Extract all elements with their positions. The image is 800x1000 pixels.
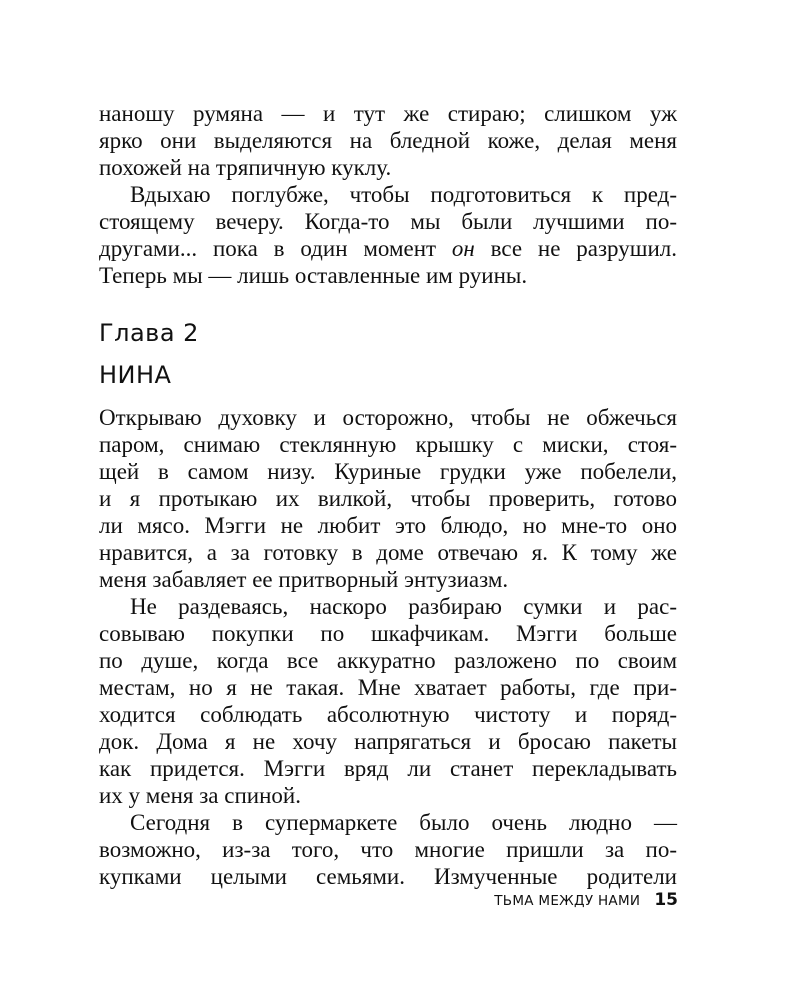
text-line: док. Дома я не хочу напрягаться и бросаю пакеты: [99, 729, 677, 754]
emphasis-text: он: [451, 236, 475, 261]
text-line: по душе, когда все аккуратно разложено по своим: [99, 648, 677, 673]
text-line: похожей на тряпичную куклу.: [99, 155, 392, 180]
narrator-heading: НИНА: [99, 361, 172, 389]
text-line: Открываю духовку и осторожно, чтобы не обжечься: [99, 405, 677, 430]
text-line: местам, но я не такая. Мне хватает работы, где при-: [99, 675, 677, 700]
text-line: Не раздеваясь, наскоро разбираю сумки и рас-: [130, 594, 677, 619]
text-line: нравится, а за готовку в доме отвечаю я. К тому же: [99, 540, 677, 565]
text-line: ли мясо. Мэгги не любит это блюдо, но мне-то оно: [99, 513, 677, 538]
text-line: меня забавляет ее притворный энтузиазм.: [99, 567, 509, 592]
text-line: как придется. Мэгги вряд ли станет перекладывать: [99, 756, 677, 781]
page-number: 15: [654, 890, 678, 910]
text-line: Вдыхаю поглубже, чтобы подготовиться к пред-: [130, 182, 677, 207]
text-line: Сегодня в супермаркете было очень людно —: [130, 810, 677, 835]
page-footer: [494, 890, 678, 914]
running-title: ТЬМА МЕЖДУ НАМИ: [494, 893, 641, 909]
text-fragment: все не разрушил.: [490, 236, 677, 261]
text-line: Теперь мы — лишь оставленные им руины.: [99, 263, 528, 288]
text-line: ходится соблюдать абсолютную чистоту и поряд-: [99, 702, 677, 727]
chapter-title: Глава 2: [99, 319, 199, 347]
text-line: [99, 234, 677, 264]
text-line: ярко они выделяются на бледной коже, делая меня: [99, 128, 677, 153]
text-line: щей в самом низу. Куриные грудки уже побелели,: [99, 459, 677, 484]
text-line: стоящему вечеру. Когда-то мы были лучшими по-: [99, 209, 677, 234]
text-line: совываю покупки по шкафчикам. Мэгги больше: [99, 621, 677, 646]
text-line: возможно, из-за того, что многие пришли за по-: [99, 837, 677, 862]
text-line: и я протыкаю их вилкой, чтобы проверить, готово: [99, 486, 677, 511]
text-line: паром, снимаю стеклянную крышку с миски, стоя-: [99, 432, 677, 457]
text-line: купками целыми семьями. Измученные родители: [99, 864, 677, 889]
text-line: наношу румяна — и тут же стираю; слишком уж: [99, 101, 677, 126]
text-line: их у меня за спиной.: [99, 783, 301, 808]
text-fragment: другами... пока в один момент: [99, 236, 437, 261]
